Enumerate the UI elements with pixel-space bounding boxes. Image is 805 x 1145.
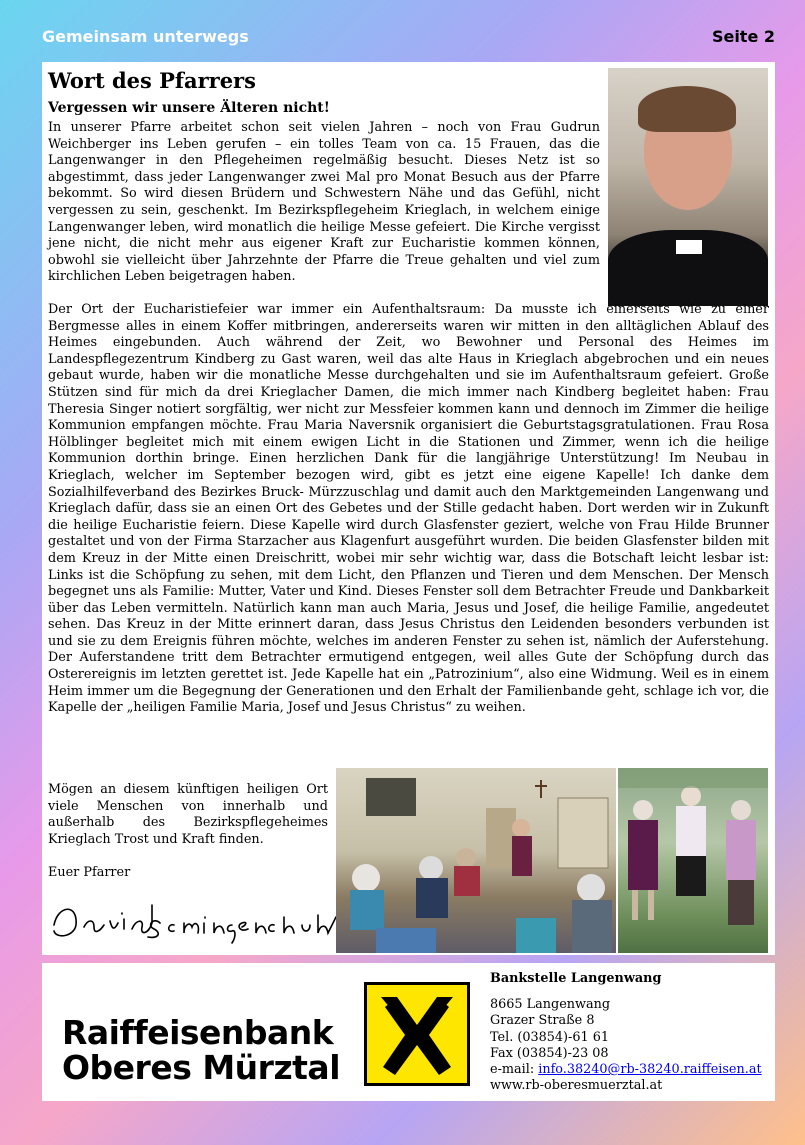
bank-advertisement	[42, 963, 775, 1101]
bank-contact-info	[490, 971, 762, 1094]
website: www.rb-oberesmuerztal.at	[490, 1078, 663, 1094]
article-paragraph-top: In unserer Pfarre arbeitet schon seit vielen Jahren – noch von Frau Gudrun Weichberger ins Leben gerufen – ein tolles Team von ca. 15 Frauen, das die Langenwanger in den Pflegeheimen regelmäßig besucht. Dieses Netz ist so abgestimmt, dass jeder Langenwanger zwei Mal pro Monat Besuch aus der Pfarre bekommt. So wird diesen Brüdern und Schwestern Nähe und das Gefühl, nicht vergessen zu sein, geschenkt. Im Bezirkspflegeheim Krieglach, in welchem einige Langenwanger leben, wird monatlich die heilige Messe gefeiert. Die Kirche vergisst jene nicht, die nicht mehr aus eigener Kraft zur Eucharistie kommen können, obwohl sie vielleicht über Jahrzehnte der Pfarre die Treue gehalten und viel zum kirchlichen Leben beigetragen haben.	[48, 120, 600, 285]
branch-name: Bankstelle Langenwang	[490, 971, 662, 986]
email-line	[490, 1062, 762, 1078]
women-garden-photo	[618, 768, 768, 953]
page-number: Seite 2	[711, 27, 775, 46]
newsletter-title: Gemeinsam unterwegs	[42, 27, 249, 46]
group-photo-illustration	[336, 768, 616, 953]
article-paragraph-main: Der Ort der Eucharistiefeier war immer ein Aufenthaltsraum: Da musste ich einerseits wie zu einer Bergmesse alles in einem Koffer mitbringen, andererseits waren wir mitten in den alltäglichen Ablauf des Heimes eingebunden. Auch während der Zeit, wo Bewohner und Personal des Heimes im Landespflegezentrum Kindberg zu Gast waren, weil das alte Haus in Krieglach abgebrochen und ein neues gebaut wurde, haben wir die monatliche Messe durchgehalten und sie im Aufenthaltsraum gefeiert. Große Stützen sind für mich da drei Krieglacher Damen, die mich immer nach Kindberg begleitet haben: Frau Theresia Singer notiert sorgfältig, wer nicht zur Messfeier kommen kann und dennoch im Zimmer die heilige Kommunion empfangen möchte. Frau Maria Naversnik organisiert die Geburtstagsgratulationen. Frau Rosa Hölblinger begleitet mich mit einem ewigen Licht in die Stationen und Zimmer, wenn ich die heilige Kommunion dorthin bringe. Einen herzlichen Dank für die langjährige Unterstützung! Im Neubau in Krieglach, welcher im September bezogen wird, gibt es jetzt eine eigene Kapelle! Ich danke dem Sozialhilfeverband des Bezirkes Bruck- Mürzzuschlag und damit auch den Marktgemeinden Langenwang und Krieglach dafür, dass sie an einen Ort des Gebetes und der Stille gedacht haben. Dort werden wir in Zukunft die heilige Eucharistie feiern. Diese Kapelle wird durch Glasfenster geziert, welche von Frau Hilde Brunner gestaltet und von der Firma Starzacher aus Klagenfurt ausgeführt wurden. Die beiden Glasfenster bilden mit dem Kreuz in der Mitte einen Dreischritt, wobei mir sehr wichtig war, dass die Botschaft leicht lesbar ist: Links ist die Schöpfung zu sehen, mit dem Licht, den Pflanzen und Tieren und dem Menschen. Der Mensch begegnet uns als Familie: Mutter, Vater und Kind. Dieses Fenster soll dem Betrachter Freude und Dankbarkeit über das Leben vermitteln. Natürlich kann man auch Maria, Jesus und Josef, die heilige Familie, angedeutet sehen. Das Kreuz in der Mitte erinnert daran, dass Jesus Christus den Leidenden besonders verbunden ist und sie zu dem Ereignis führen möchte, welches im anderen Fenster zu sehen ist, nämlich der Auferstehung. Der Auferstandene tritt dem Betrachter ermutigend entgegen, weil alles Gute der Schöpfung durch das Osterereignis im letzten gerettet ist. Jede Kapelle hat ein „Patrozinium“, also eine Widmung. Weil es in einem Heim immer um die Begegnung der Generationen und den Erhalt der Familienbande geht, schlage ich vor, die Kapelle der „heiligen Familie Maria, Josef und Jesus Christus“ zu weihen.	[48, 302, 769, 716]
article-subtitle: Vergessen wir unsere Älteren nicht!	[48, 100, 330, 116]
article-paragraph-bottom: Mögen an diesem künftigen heiligen Ort viele Menschen von innerhalb und außerhalb des Bezirkspflegeheimes Krieglach Trost und Kraft finden.	[48, 782, 328, 847]
signature-image	[48, 895, 338, 945]
phone-number: Tel. (03854)-61 61	[490, 1029, 609, 1045]
priest-photo	[608, 68, 768, 306]
bank-name-line1: Raiffeisenbank	[62, 1013, 334, 1052]
clerical-collar	[676, 240, 702, 254]
bank-name	[62, 1015, 340, 1085]
email-link[interactable]: info.38240@rb-38240.raiffeisen.at	[538, 1062, 762, 1078]
email-label: e-mail:	[490, 1062, 539, 1078]
address-line2: Grazer Straße 8	[490, 1013, 595, 1029]
article-box	[42, 62, 775, 955]
priest-hair	[638, 86, 736, 132]
women-photo-illustration	[618, 768, 768, 953]
chapel-group-photo	[336, 768, 616, 953]
closing-text: Euer Pfarrer	[48, 865, 131, 880]
crossed-horseheads-icon	[367, 985, 467, 1083]
raiffeisen-logo	[364, 982, 470, 1086]
fax-number: Fax (03854)-23 08	[490, 1045, 609, 1061]
bank-name-line2: Oberes Mürztal	[62, 1048, 341, 1087]
address-line1: 8665 Langenwang	[490, 997, 611, 1013]
article-title: Wort des Pfarrers	[48, 68, 256, 93]
